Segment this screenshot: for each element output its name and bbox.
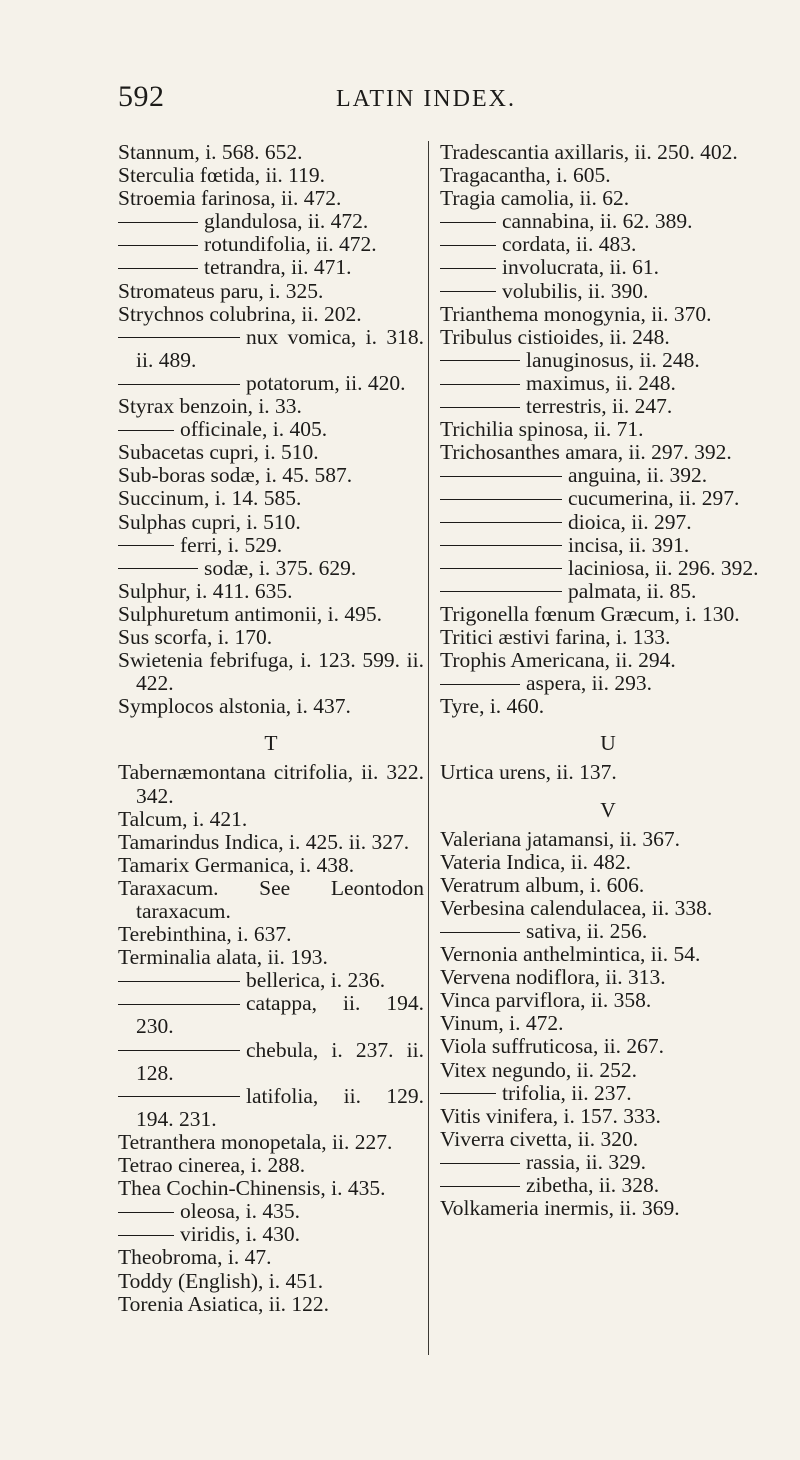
section-letter-text: U — [600, 731, 616, 756]
left-index-column — [118, 141, 424, 1316]
index-entry — [118, 233, 424, 256]
index-entry — [118, 1246, 424, 1269]
index-entry-text: catappa, ii. 194. 230. — [136, 991, 424, 1039]
index-entry-text: Sub-boras sodæ, i. 45. 587. — [118, 463, 353, 488]
section-letter-text: T — [264, 731, 278, 756]
index-entry-text: chebula, i. 237. ii. 128. — [136, 1037, 424, 1085]
index-entry — [118, 1200, 424, 1223]
index-entry — [440, 943, 776, 966]
index-entry-text: laciniosa, ii. 296. 392. — [568, 555, 759, 580]
index-entry-text: oleosa, i. 435. — [180, 1199, 301, 1224]
index-entry-text: rassia, ii. 329. — [526, 1149, 647, 1174]
index-entry-text: Trichosanthes amara, ii. 297. 392. — [440, 440, 732, 465]
index-entry-text: Vateria Indica, ii. 482. — [440, 849, 632, 874]
index-entry-text: Sulphur, i. 411. 635. — [118, 578, 293, 603]
index-entry — [440, 874, 776, 897]
index-entry — [118, 808, 424, 831]
index-entry-text: Toddy (English), i. 451. — [118, 1268, 324, 1293]
index-entry — [118, 280, 424, 303]
index-entry-text: Vinum, i. 472. — [440, 1011, 564, 1036]
ditto-dash — [118, 1050, 240, 1051]
ditto-dash — [118, 245, 198, 246]
ditto-dash — [440, 1163, 520, 1164]
index-entry-text: Trigonella fœnum Græcum, i. 130. — [440, 601, 740, 626]
index-entry — [440, 418, 776, 441]
index-entry — [440, 1128, 776, 1151]
index-entry — [440, 1012, 776, 1035]
index-entry-text: cucumerina, ii. 297. — [568, 486, 740, 511]
ditto-dash — [440, 1186, 520, 1187]
index-entry-text: Vitis vinifera, i. 157. 333. — [440, 1103, 661, 1128]
index-entry-text: rotundifolia, ii. 472. — [204, 232, 377, 257]
index-entry — [118, 1039, 424, 1085]
ditto-dash — [118, 981, 240, 982]
index-entry — [440, 210, 776, 233]
index-entry — [118, 877, 424, 923]
index-entry — [118, 946, 424, 969]
index-entry — [440, 395, 776, 418]
index-entry — [118, 303, 424, 326]
ditto-dash — [118, 1235, 174, 1236]
index-entry — [440, 534, 776, 557]
index-entry — [118, 695, 424, 718]
index-entry-text: palmata, ii. 85. — [568, 578, 697, 603]
index-entry — [440, 1035, 776, 1058]
index-entry — [118, 441, 424, 464]
index-entry-text: Tamarix Germanica, i. 438. — [118, 852, 355, 877]
index-entry-text: ferri, i. 529. — [180, 532, 283, 557]
index-entry-text: Thea Cochin-Chinensis, i. 435. — [118, 1176, 386, 1201]
index-entry — [440, 920, 776, 943]
ditto-dash — [118, 1212, 174, 1213]
index-entry-text: latifolia, ii. 129. 194. 231. — [136, 1083, 424, 1131]
index-entry — [440, 326, 776, 349]
ditto-dash — [440, 384, 520, 385]
index-entry — [440, 349, 776, 372]
index-entry — [118, 1085, 424, 1131]
index-entry-text: Theobroma, i. 47. — [118, 1245, 272, 1270]
index-entry-text: Terebinthina, i. 637. — [118, 922, 292, 947]
index-entry — [440, 233, 776, 256]
index-entry-text: Trichilia spinosa, ii. 71. — [440, 417, 644, 442]
page-header — [118, 80, 800, 120]
index-entry-text: Vervena nodiflora, ii. 313. — [440, 965, 666, 990]
index-entry — [440, 303, 776, 326]
index-entry — [118, 580, 424, 603]
index-entry — [118, 1131, 424, 1154]
index-entry-text: Vernonia anthelmintica, ii. 54. — [440, 942, 701, 967]
ditto-dash — [118, 430, 174, 431]
index-entry-text: cordata, ii. 483. — [502, 232, 637, 257]
index-entry-text: Tritici æstivi farina, i. 133. — [440, 624, 671, 649]
index-entry-text: cannabina, ii. 62. 389. — [502, 209, 693, 234]
index-entry-text: involucrata, ii. 61. — [502, 255, 660, 280]
index-entry — [118, 487, 424, 510]
section-letter — [118, 732, 424, 755]
index-entry-text: Tribulus cistioides, ii. 248. — [440, 324, 670, 349]
index-entry — [440, 164, 776, 187]
index-entry-text: maximus, ii. 248. — [526, 370, 676, 395]
index-entry — [118, 992, 424, 1038]
index-entry-text: Tetrao cinerea, i. 288. — [118, 1153, 306, 1178]
index-entry-text: volubilis, ii. 390. — [502, 278, 649, 303]
index-entry — [118, 923, 424, 946]
ditto-dash — [440, 268, 496, 269]
index-entry-text: Tragia camolia, ii. 62. — [440, 186, 630, 211]
index-entry — [118, 187, 424, 210]
index-entry — [118, 164, 424, 187]
index-entry — [440, 487, 776, 510]
index-entry — [440, 1059, 776, 1082]
index-entry-text: Viverra civetta, ii. 320. — [440, 1126, 639, 1151]
index-entry-text: tetrandra, ii. 471. — [204, 255, 352, 280]
index-entry — [118, 557, 424, 580]
ditto-dash — [118, 268, 198, 269]
index-entry-text: Valeriana jatamansi, ii. 367. — [440, 826, 681, 851]
ditto-dash — [440, 407, 520, 408]
index-entry-text: Torenia Asiatica, ii. 122. — [118, 1291, 330, 1316]
index-entry — [118, 1223, 424, 1246]
index-entry — [440, 828, 776, 851]
ditto-dash — [440, 932, 520, 933]
index-entry — [440, 672, 776, 695]
index-entry-text: Tetranthera monopetala, ii. 227. — [118, 1129, 393, 1154]
index-entry-text: anguina, ii. 392. — [568, 463, 708, 488]
ditto-dash — [440, 568, 562, 569]
ditto-dash — [440, 684, 520, 685]
index-entry — [118, 395, 424, 418]
index-entry — [118, 761, 424, 807]
index-entry — [440, 897, 776, 920]
ditto-dash — [440, 545, 562, 546]
index-entry-text: Stromateus paru, i. 325. — [118, 278, 324, 303]
right-index-column — [428, 141, 776, 1355]
index-entry — [440, 372, 776, 395]
index-entry — [440, 695, 776, 718]
ditto-dash — [440, 360, 520, 361]
index-entry-text: Urtica urens, ii. 137. — [440, 760, 617, 785]
ditto-dash — [440, 245, 496, 246]
index-entry — [440, 851, 776, 874]
index-entry — [440, 557, 776, 580]
index-entry-text: nux vomica, i. 318. ii. 489. — [136, 324, 424, 372]
index-entry-text: Vitex negundo, ii. 252. — [440, 1057, 637, 1082]
index-entry — [118, 854, 424, 877]
index-entry-text: viridis, i. 430. — [180, 1222, 301, 1247]
index-entry — [440, 141, 776, 164]
index-entry — [440, 580, 776, 603]
index-entry-text: sativa, ii. 256. — [526, 919, 648, 943]
index-entry — [440, 966, 776, 989]
index-entry-text: Stroemia farinosa, ii. 472. — [118, 186, 342, 211]
ditto-dash — [440, 1093, 496, 1094]
running-head: LATIN INDEX. — [336, 86, 516, 112]
index-entry — [440, 626, 776, 649]
ditto-dash — [440, 222, 496, 223]
ditto-dash — [440, 476, 562, 477]
index-entry-text: Swietenia febrifuga, i. 123. 599. ii. 422. — [118, 648, 424, 696]
index-entry — [440, 1197, 776, 1220]
index-entry-text: trifolia, ii. 237. — [502, 1080, 632, 1105]
index-entry-text: incisa, ii. 391. — [568, 532, 690, 557]
index-entry-text: Viola suffruticosa, ii. 267. — [440, 1034, 665, 1059]
index-entry-text: Subacetas cupri, i. 510. — [118, 440, 319, 465]
index-entry — [118, 534, 424, 557]
ditto-dash — [118, 1096, 240, 1097]
index-entry-text: Tabernæmontana citrifolia, ii. 322. 342. — [118, 760, 424, 808]
index-entry — [440, 603, 776, 626]
ditto-dash — [118, 545, 174, 546]
index-entry — [118, 326, 424, 372]
index-entry-text: Stannum, i. 568. 652. — [118, 140, 303, 164]
ditto-dash — [440, 291, 496, 292]
index-entry-text: sodæ, i. 375. 629. — [204, 555, 357, 580]
index-entry-text: Succinum, i. 14. 585. — [118, 486, 302, 511]
index-entry — [118, 464, 424, 487]
index-entry-text: Trianthema monogynia, ii. 370. — [440, 301, 712, 326]
index-entry — [118, 649, 424, 695]
index-entry — [440, 761, 776, 784]
index-entry — [118, 1270, 424, 1293]
index-entry-text: Vinca parviflora, ii. 358. — [440, 988, 652, 1013]
ditto-dash — [118, 568, 198, 569]
index-entry-text: Talcum, i. 421. — [118, 806, 248, 831]
index-entry — [440, 511, 776, 534]
index-entry-text: Tamarindus Indica, i. 425. ii. 327. — [118, 829, 410, 854]
index-entry — [440, 1082, 776, 1105]
index-entry-text: Tragacantha, i. 605. — [440, 163, 611, 188]
index-entry — [118, 372, 424, 395]
index-entry — [118, 1154, 424, 1177]
ditto-dash — [118, 1004, 240, 1005]
index-entry-text: Tyre, i. 460. — [440, 694, 545, 719]
page-number: 592 — [118, 80, 165, 113]
index-entry-text: terrestris, ii. 247. — [526, 394, 673, 419]
section-letter-text: V — [600, 797, 616, 822]
index-entry-text: Volkameria inermis, ii. 369. — [440, 1196, 680, 1221]
index-entry — [118, 141, 424, 164]
index-entry — [440, 649, 776, 672]
index-entry — [440, 280, 776, 303]
index-entry-text: Verbesina calendulacea, ii. 338. — [440, 895, 713, 920]
index-entry — [440, 1174, 776, 1197]
index-entry-text: Symplocos alstonia, i. 437. — [118, 694, 351, 719]
index-entry-text: Styrax benzoin, i. 33. — [118, 394, 302, 419]
index-entry-text: Sulphas cupri, i. 510. — [118, 509, 301, 534]
index-entry-text: Trophis Americana, ii. 294. — [440, 648, 676, 673]
ditto-dash — [118, 384, 240, 385]
index-entry — [440, 256, 776, 279]
index-entry — [440, 989, 776, 1012]
ditto-dash — [440, 499, 562, 500]
index-entry-text: Sterculia fœtida, ii. 119. — [118, 163, 325, 188]
index-entry — [118, 256, 424, 279]
index-entry — [118, 603, 424, 626]
index-entry-text: bellerica, i. 236. — [246, 968, 386, 993]
index-entry-text: dioica, ii. 297. — [568, 509, 692, 534]
index-entry-text: Sus scorfa, i. 170. — [118, 624, 273, 649]
index-entry — [118, 969, 424, 992]
index-entry — [118, 626, 424, 649]
index-entry-text: potatorum, ii. 420. — [246, 370, 406, 395]
section-letter — [440, 799, 776, 822]
index-entry-text: glandulosa, ii. 472. — [204, 209, 369, 234]
index-entry — [118, 831, 424, 854]
index-entry — [118, 418, 424, 441]
ditto-dash — [440, 522, 562, 523]
index-entry — [118, 1177, 424, 1200]
ditto-dash — [118, 222, 198, 223]
index-entry — [440, 441, 776, 464]
index-entry-text: aspera, ii. 293. — [526, 671, 652, 696]
index-entry-text: Terminalia alata, ii. 193. — [118, 945, 328, 970]
index-entry-text: Sulphuretum antimonii, i. 495. — [118, 601, 382, 626]
section-letter — [440, 732, 776, 755]
index-entry — [440, 1105, 776, 1128]
index-entry — [118, 210, 424, 233]
ditto-dash — [440, 591, 562, 592]
index-entry — [440, 187, 776, 210]
index-entry-text: Taraxacum. See Leontodon taraxacum. — [118, 875, 424, 923]
ditto-dash — [118, 337, 240, 338]
index-entry — [440, 464, 776, 487]
index-entry-text: zibetha, ii. 328. — [526, 1173, 660, 1198]
index-entry-text: Strychnos colubrina, ii. 202. — [118, 301, 362, 326]
index-entry — [118, 1293, 424, 1316]
index-entry — [440, 1151, 776, 1174]
index-entry — [118, 511, 424, 534]
index-entry-text: Tradescantia axillaris, ii. 250. 402. — [440, 140, 738, 164]
index-entry-text: Veratrum album, i. 606. — [440, 872, 645, 897]
index-entry-text: officinale, i. 405. — [180, 417, 328, 442]
index-entry-text: lanuginosus, ii. 248. — [526, 347, 700, 372]
